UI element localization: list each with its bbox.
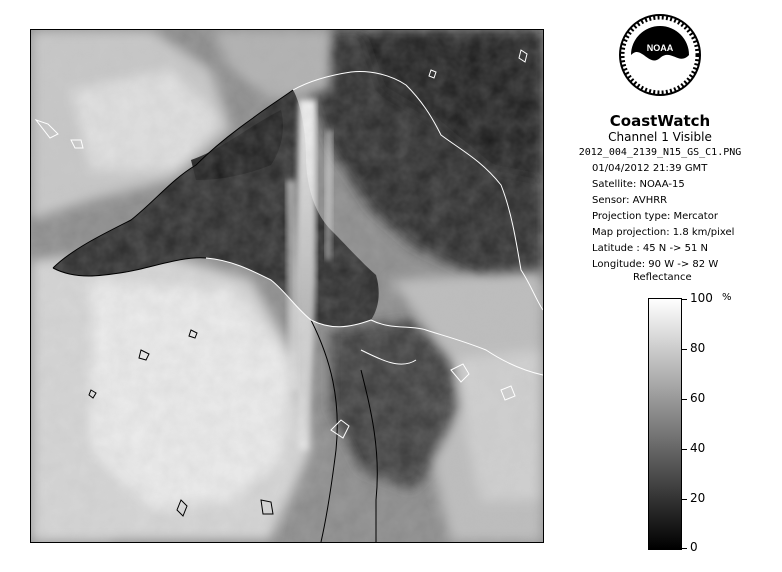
projection-type-info: Projection type: Mercator bbox=[592, 211, 718, 222]
app-title: CoastWatch bbox=[609, 112, 711, 130]
map-projection-info: Map projection: 1.8 km/pixel bbox=[592, 227, 735, 238]
colorbar-tick bbox=[682, 299, 687, 300]
colorbar-unit: % bbox=[722, 292, 732, 303]
colorbar-tick-label: 80 bbox=[690, 341, 706, 355]
colorbar-label: Reflectance bbox=[633, 272, 692, 283]
datetime-info: 01/04/2012 21:39 GMT bbox=[592, 163, 708, 174]
colorbar-tick bbox=[682, 548, 687, 549]
image-filename: 2012_004_2139_N15_GS_C1.PNG bbox=[578, 147, 742, 158]
satellite-image bbox=[30, 29, 544, 543]
channel-subtitle: Channel 1 Visible bbox=[608, 130, 712, 144]
noaa-logo-icon bbox=[619, 14, 701, 96]
latitude-info: Latitude : 45 N -> 51 N bbox=[592, 243, 708, 254]
colorbar-tick-label: 60 bbox=[690, 391, 706, 405]
logo-text: NOAA bbox=[646, 43, 674, 53]
satellite-svg bbox=[31, 30, 543, 542]
cloud-texture bbox=[31, 30, 543, 542]
noaa-logo bbox=[619, 14, 701, 96]
colorbar-tick bbox=[682, 349, 687, 350]
colorbar-tick-label: 0 bbox=[690, 540, 698, 554]
colorbar-tick-label: 100 bbox=[690, 291, 713, 305]
colorbar-tick-label: 40 bbox=[690, 441, 706, 455]
reflectance-colorbar bbox=[648, 298, 682, 550]
colorbar-tick bbox=[682, 399, 687, 400]
satellite-info: Satellite: NOAA-15 bbox=[592, 179, 685, 190]
colorbar-tick bbox=[682, 499, 687, 500]
colorbar-tick-label: 20 bbox=[690, 491, 706, 505]
colorbar-tick bbox=[682, 449, 687, 450]
longitude-info: Longitude: 90 W -> 82 W bbox=[592, 259, 719, 270]
sensor-info: Sensor: AVHRR bbox=[592, 195, 668, 206]
